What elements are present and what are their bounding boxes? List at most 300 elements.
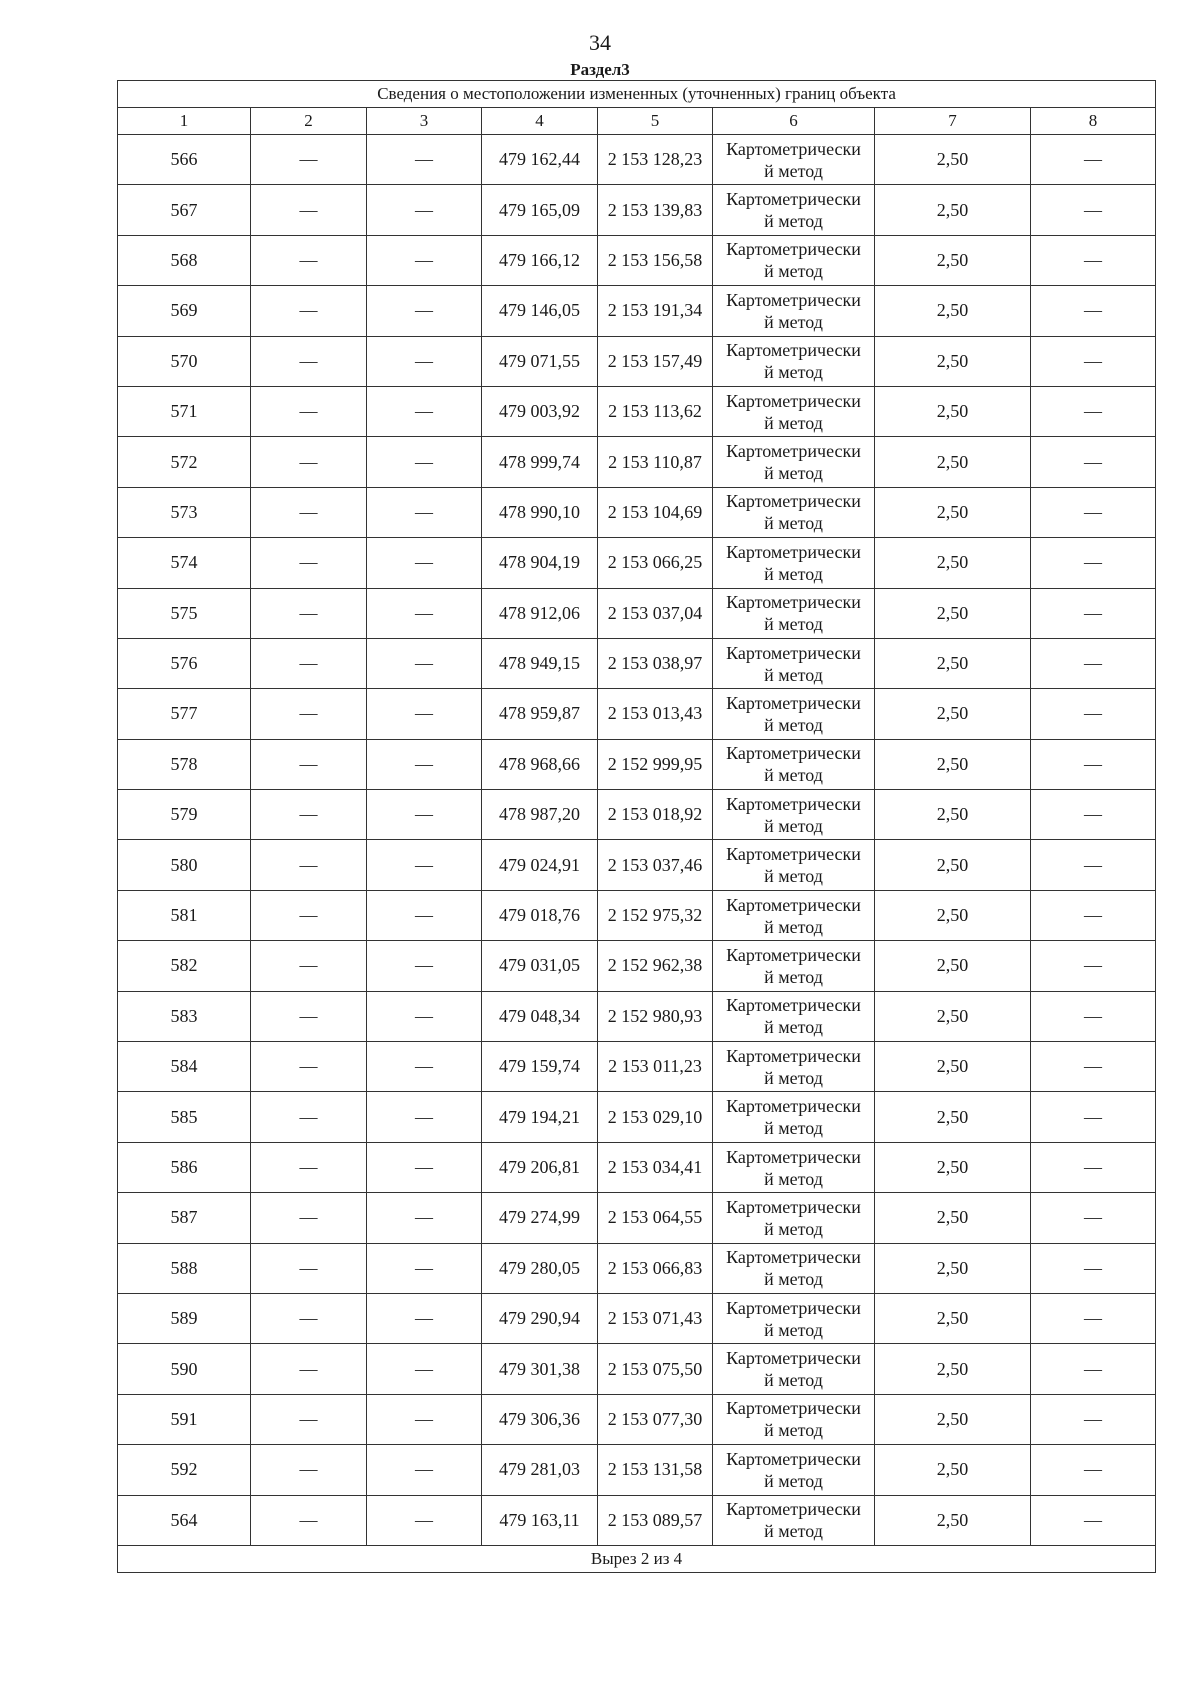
y-coordinate-cell: 2 152 980,93 xyxy=(598,991,713,1041)
dash-cell: — xyxy=(367,638,482,688)
method-cell xyxy=(713,941,875,991)
dash-cell: — xyxy=(367,538,482,588)
method-text-line-2: й метод xyxy=(764,1319,823,1340)
table-footer-note: Вырез 2 из 4 xyxy=(118,1545,1156,1572)
y-coordinate-cell: 2 153 077,30 xyxy=(598,1394,713,1444)
point-number-cell: 577 xyxy=(118,689,251,739)
accuracy-cell: 2,50 xyxy=(875,890,1031,940)
table-row xyxy=(118,890,1156,940)
accuracy-cell: 2,50 xyxy=(875,1243,1031,1293)
method-text-line-2: й метод xyxy=(764,1017,823,1038)
method-cell xyxy=(713,739,875,789)
method-text-line-2: й метод xyxy=(764,513,823,534)
accuracy-cell: 2,50 xyxy=(875,538,1031,588)
page-number: 34 xyxy=(589,30,611,55)
method-text-line-2: й метод xyxy=(764,1218,823,1239)
method-text-line-1: Картометрически xyxy=(726,1247,861,1268)
y-coordinate-cell: 2 153 110,87 xyxy=(598,437,713,487)
dash-cell: — xyxy=(251,840,367,890)
dash-cell: — xyxy=(367,135,482,185)
method-cell xyxy=(713,588,875,638)
x-coordinate-cell: 479 031,05 xyxy=(482,941,598,991)
method-text-line-1: Картометрически xyxy=(726,289,861,310)
table-row xyxy=(118,185,1156,235)
method-cell xyxy=(713,689,875,739)
y-coordinate-cell: 2 152 975,32 xyxy=(598,890,713,940)
point-number-cell: 564 xyxy=(118,1495,251,1545)
dash-cell: — xyxy=(251,135,367,185)
accuracy-cell: 2,50 xyxy=(875,286,1031,336)
method-cell xyxy=(713,1142,875,1192)
y-coordinate-cell: 2 153 139,83 xyxy=(598,185,713,235)
column-number: 1 xyxy=(118,108,251,135)
column-number-row xyxy=(118,108,1156,135)
method-text-line-1: Картометрически xyxy=(726,138,861,159)
point-number-cell: 568 xyxy=(118,235,251,285)
x-coordinate-cell: 478 987,20 xyxy=(482,790,598,840)
dash-cell: — xyxy=(367,1495,482,1545)
dash-cell: — xyxy=(251,1142,367,1192)
method-cell xyxy=(713,538,875,588)
dash-cell: — xyxy=(367,437,482,487)
accuracy-cell: 2,50 xyxy=(875,941,1031,991)
accuracy-cell: 2,50 xyxy=(875,638,1031,688)
method-cell xyxy=(713,386,875,436)
method-text-line-2: й метод xyxy=(764,614,823,635)
dash-cell: — xyxy=(251,588,367,638)
dash-cell: — xyxy=(251,1293,367,1343)
dash-cell: — xyxy=(1031,1495,1156,1545)
accuracy-cell: 2,50 xyxy=(875,437,1031,487)
method-cell xyxy=(713,286,875,336)
dash-cell: — xyxy=(1031,991,1156,1041)
accuracy-cell: 2,50 xyxy=(875,739,1031,789)
x-coordinate-cell: 479 146,05 xyxy=(482,286,598,336)
y-coordinate-cell: 2 153 037,46 xyxy=(598,840,713,890)
dash-cell: — xyxy=(1031,1243,1156,1293)
x-coordinate-cell: 479 159,74 xyxy=(482,1042,598,1092)
method-cell xyxy=(713,336,875,386)
dash-cell: — xyxy=(367,1142,482,1192)
point-number-cell: 584 xyxy=(118,1042,251,1092)
dash-cell: — xyxy=(1031,1193,1156,1243)
x-coordinate-cell: 479 194,21 xyxy=(482,1092,598,1142)
dash-cell: — xyxy=(251,386,367,436)
y-coordinate-cell: 2 153 029,10 xyxy=(598,1092,713,1142)
column-number: 6 xyxy=(713,108,875,135)
y-coordinate-cell: 2 153 104,69 xyxy=(598,487,713,537)
y-coordinate-cell: 2 152 999,95 xyxy=(598,739,713,789)
dash-cell: — xyxy=(251,1092,367,1142)
method-text-line-1: Картометрически xyxy=(726,944,861,965)
method-text-line-1: Картометрически xyxy=(726,692,861,713)
point-number-cell: 576 xyxy=(118,638,251,688)
y-coordinate-cell: 2 153 089,57 xyxy=(598,1495,713,1545)
dash-cell: — xyxy=(1031,1142,1156,1192)
method-text-line-1: Картометрически xyxy=(726,642,861,663)
dash-cell: — xyxy=(1031,538,1156,588)
method-text-line-1: Картометрически xyxy=(726,592,861,613)
x-coordinate-cell: 479 301,38 xyxy=(482,1344,598,1394)
point-number-cell: 583 xyxy=(118,991,251,1041)
dash-cell: — xyxy=(251,941,367,991)
method-text-line-1: Картометрически xyxy=(726,743,861,764)
x-coordinate-cell: 478 904,19 xyxy=(482,538,598,588)
method-text-line-2: й метод xyxy=(764,1067,823,1088)
method-text-line-1: Картометрически xyxy=(726,1196,861,1217)
dash-cell: — xyxy=(251,739,367,789)
point-number-cell: 580 xyxy=(118,840,251,890)
y-coordinate-cell: 2 153 037,04 xyxy=(598,588,713,638)
method-text-line-1: Картометрически xyxy=(726,189,861,210)
x-coordinate-cell: 479 280,05 xyxy=(482,1243,598,1293)
dash-cell: — xyxy=(367,689,482,739)
accuracy-cell: 2,50 xyxy=(875,1092,1031,1142)
accuracy-cell: 2,50 xyxy=(875,1193,1031,1243)
table-row xyxy=(118,1445,1156,1495)
dash-cell: — xyxy=(367,840,482,890)
x-coordinate-cell: 478 959,87 xyxy=(482,689,598,739)
x-coordinate-cell: 479 024,91 xyxy=(482,840,598,890)
dash-cell: — xyxy=(367,1293,482,1343)
y-coordinate-cell: 2 153 113,62 xyxy=(598,386,713,436)
method-cell xyxy=(713,1042,875,1092)
method-cell xyxy=(713,840,875,890)
dash-cell: — xyxy=(367,386,482,436)
dash-cell: — xyxy=(367,1092,482,1142)
method-text-line-2: й метод xyxy=(764,1521,823,1542)
table-caption: Сведения о местоположении измененных (уточненных) границ объекта xyxy=(118,81,1156,108)
column-number: 2 xyxy=(251,108,367,135)
table-row xyxy=(118,1193,1156,1243)
dash-cell: — xyxy=(1031,437,1156,487)
dash-cell: — xyxy=(251,235,367,285)
method-cell xyxy=(713,790,875,840)
dash-cell: — xyxy=(251,1394,367,1444)
table-row xyxy=(118,1142,1156,1192)
dash-cell: — xyxy=(1031,941,1156,991)
method-text-line-1: Картометрически xyxy=(726,541,861,562)
method-text-line-1: Картометрически xyxy=(726,1398,861,1419)
dash-cell: — xyxy=(251,638,367,688)
dash-cell: — xyxy=(251,1042,367,1092)
accuracy-cell: 2,50 xyxy=(875,235,1031,285)
dash-cell: — xyxy=(1031,790,1156,840)
dash-cell: — xyxy=(1031,185,1156,235)
method-text-line-1: Картометрически xyxy=(726,1146,861,1167)
method-cell xyxy=(713,1344,875,1394)
method-text-line-2: й метод xyxy=(764,1118,823,1139)
accuracy-cell: 2,50 xyxy=(875,689,1031,739)
dash-cell: — xyxy=(1031,1042,1156,1092)
y-coordinate-cell: 2 153 034,41 xyxy=(598,1142,713,1192)
method-cell xyxy=(713,185,875,235)
x-coordinate-cell: 479 048,34 xyxy=(482,991,598,1041)
dash-cell: — xyxy=(1031,739,1156,789)
x-coordinate-cell: 479 163,11 xyxy=(482,1495,598,1545)
table-row xyxy=(118,790,1156,840)
x-coordinate-cell: 478 949,15 xyxy=(482,638,598,688)
x-coordinate-cell: 479 281,03 xyxy=(482,1445,598,1495)
method-cell xyxy=(713,991,875,1041)
method-cell xyxy=(713,487,875,537)
y-coordinate-cell: 2 153 156,58 xyxy=(598,235,713,285)
dash-cell: — xyxy=(251,1193,367,1243)
dash-cell: — xyxy=(367,790,482,840)
dash-cell: — xyxy=(367,1445,482,1495)
y-coordinate-cell: 2 153 128,23 xyxy=(598,135,713,185)
point-number-cell: 578 xyxy=(118,739,251,789)
method-cell xyxy=(713,638,875,688)
dash-cell: — xyxy=(1031,1293,1156,1343)
dash-cell: — xyxy=(1031,135,1156,185)
method-text-line-2: й метод xyxy=(764,765,823,786)
table-row xyxy=(118,1092,1156,1142)
method-cell xyxy=(713,1495,875,1545)
method-text-line-2: й метод xyxy=(764,664,823,685)
dash-cell: — xyxy=(367,286,482,336)
dash-cell: — xyxy=(367,1394,482,1444)
y-coordinate-cell: 2 153 013,43 xyxy=(598,689,713,739)
accuracy-cell: 2,50 xyxy=(875,135,1031,185)
dash-cell: — xyxy=(1031,1445,1156,1495)
x-coordinate-cell: 478 990,10 xyxy=(482,487,598,537)
dash-cell: — xyxy=(1031,638,1156,688)
point-number-cell: 569 xyxy=(118,286,251,336)
dash-cell: — xyxy=(251,1344,367,1394)
y-coordinate-cell: 2 153 038,97 xyxy=(598,638,713,688)
dash-cell: — xyxy=(251,437,367,487)
y-coordinate-cell: 2 153 071,43 xyxy=(598,1293,713,1343)
section-title: Раздел3 xyxy=(570,60,630,79)
column-number: 3 xyxy=(367,108,482,135)
dash-cell: — xyxy=(251,487,367,537)
method-cell xyxy=(713,135,875,185)
point-number-cell: 582 xyxy=(118,941,251,991)
y-coordinate-cell: 2 153 011,23 xyxy=(598,1042,713,1092)
dash-cell: — xyxy=(251,1445,367,1495)
x-coordinate-cell: 479 274,99 xyxy=(482,1193,598,1243)
dash-cell: — xyxy=(367,1193,482,1243)
dash-cell: — xyxy=(251,538,367,588)
dash-cell: — xyxy=(1031,235,1156,285)
accuracy-cell: 2,50 xyxy=(875,1344,1031,1394)
table-row xyxy=(118,1243,1156,1293)
method-text-line-2: й метод xyxy=(764,1370,823,1391)
method-text-line-2: й метод xyxy=(764,261,823,282)
method-text-line-1: Картометрически xyxy=(726,1348,861,1369)
table-row xyxy=(118,538,1156,588)
method-text-line-1: Картометрически xyxy=(726,491,861,512)
point-number-cell: 588 xyxy=(118,1243,251,1293)
accuracy-cell: 2,50 xyxy=(875,1142,1031,1192)
point-number-cell: 590 xyxy=(118,1344,251,1394)
x-coordinate-cell: 479 003,92 xyxy=(482,386,598,436)
point-number-cell: 575 xyxy=(118,588,251,638)
dash-cell: — xyxy=(1031,386,1156,436)
point-number-cell: 581 xyxy=(118,890,251,940)
dash-cell: — xyxy=(1031,840,1156,890)
point-number-cell: 574 xyxy=(118,538,251,588)
y-coordinate-cell: 2 153 064,55 xyxy=(598,1193,713,1243)
method-text-line-2: й метод xyxy=(764,1168,823,1189)
dash-cell: — xyxy=(1031,588,1156,638)
point-number-cell: 579 xyxy=(118,790,251,840)
y-coordinate-cell: 2 153 075,50 xyxy=(598,1344,713,1394)
dash-cell: — xyxy=(1031,1092,1156,1142)
table-row xyxy=(118,1344,1156,1394)
dash-cell: — xyxy=(1031,689,1156,739)
dash-cell: — xyxy=(367,1243,482,1293)
method-text-line-2: й метод xyxy=(764,463,823,484)
y-coordinate-cell: 2 153 191,34 xyxy=(598,286,713,336)
x-coordinate-cell: 479 306,36 xyxy=(482,1394,598,1444)
dash-cell: — xyxy=(367,235,482,285)
method-text-line-2: й метод xyxy=(764,1470,823,1491)
y-coordinate-cell: 2 153 066,25 xyxy=(598,538,713,588)
dash-cell: — xyxy=(1031,487,1156,537)
dash-cell: — xyxy=(251,991,367,1041)
point-number-cell: 586 xyxy=(118,1142,251,1192)
dash-cell: — xyxy=(251,890,367,940)
method-text-line-2: й метод xyxy=(764,1269,823,1290)
method-text-line-2: й метод xyxy=(764,714,823,735)
column-number: 8 xyxy=(1031,108,1156,135)
accuracy-cell: 2,50 xyxy=(875,487,1031,537)
dash-cell: — xyxy=(1031,890,1156,940)
y-coordinate-cell: 2 153 157,49 xyxy=(598,336,713,386)
dash-cell: — xyxy=(367,941,482,991)
x-coordinate-cell: 478 912,06 xyxy=(482,588,598,638)
method-text-line-1: Картометрически xyxy=(726,340,861,361)
accuracy-cell: 2,50 xyxy=(875,790,1031,840)
dash-cell: — xyxy=(367,487,482,537)
table-row xyxy=(118,135,1156,185)
dash-cell: — xyxy=(367,991,482,1041)
column-number: 5 xyxy=(598,108,713,135)
dash-cell: — xyxy=(251,286,367,336)
method-text-line-1: Картометрически xyxy=(726,390,861,411)
x-coordinate-cell: 479 162,44 xyxy=(482,135,598,185)
y-coordinate-cell: 2 152 962,38 xyxy=(598,941,713,991)
table-row xyxy=(118,437,1156,487)
dash-cell: — xyxy=(251,185,367,235)
method-cell xyxy=(713,890,875,940)
table-row xyxy=(118,235,1156,285)
table-row xyxy=(118,386,1156,436)
y-coordinate-cell: 2 153 018,92 xyxy=(598,790,713,840)
dash-cell: — xyxy=(1031,286,1156,336)
method-cell xyxy=(713,235,875,285)
accuracy-cell: 2,50 xyxy=(875,588,1031,638)
method-text-line-2: й метод xyxy=(764,311,823,332)
method-cell xyxy=(713,1445,875,1495)
accuracy-cell: 2,50 xyxy=(875,991,1031,1041)
method-text-line-1: Картометрически xyxy=(726,1448,861,1469)
method-cell xyxy=(713,437,875,487)
point-number-cell: 566 xyxy=(118,135,251,185)
dash-cell: — xyxy=(367,185,482,235)
dash-cell: — xyxy=(1031,1394,1156,1444)
table-body xyxy=(118,135,1156,1546)
point-number-cell: 572 xyxy=(118,437,251,487)
method-cell xyxy=(713,1243,875,1293)
x-coordinate-cell: 478 999,74 xyxy=(482,437,598,487)
accuracy-cell: 2,50 xyxy=(875,1445,1031,1495)
method-text-line-1: Картометрически xyxy=(726,441,861,462)
x-coordinate-cell: 479 165,09 xyxy=(482,185,598,235)
point-number-cell: 587 xyxy=(118,1193,251,1243)
table-row xyxy=(118,336,1156,386)
table-row xyxy=(118,1293,1156,1343)
table-row xyxy=(118,286,1156,336)
dash-cell: — xyxy=(367,336,482,386)
method-text-line-2: й метод xyxy=(764,916,823,937)
table-row xyxy=(118,991,1156,1041)
method-cell xyxy=(713,1193,875,1243)
method-text-line-2: й метод xyxy=(764,412,823,433)
dash-cell: — xyxy=(367,1344,482,1394)
method-text-line-1: Картометрически xyxy=(726,1297,861,1318)
dash-cell: — xyxy=(1031,1344,1156,1394)
method-text-line-2: й метод xyxy=(764,866,823,887)
dash-cell: — xyxy=(251,790,367,840)
x-coordinate-cell: 479 206,81 xyxy=(482,1142,598,1192)
table-row xyxy=(118,1394,1156,1444)
table-row xyxy=(118,1495,1156,1545)
dash-cell: — xyxy=(251,689,367,739)
dash-cell: — xyxy=(367,890,482,940)
dash-cell: — xyxy=(251,1495,367,1545)
point-number-cell: 573 xyxy=(118,487,251,537)
method-text-line-1: Картометрически xyxy=(726,1045,861,1066)
method-text-line-2: й метод xyxy=(764,1420,823,1441)
accuracy-cell: 2,50 xyxy=(875,336,1031,386)
dash-cell: — xyxy=(251,336,367,386)
table-row xyxy=(118,588,1156,638)
method-text-line-2: й метод xyxy=(764,362,823,383)
y-coordinate-cell: 2 153 131,58 xyxy=(598,1445,713,1495)
method-text-line-2: й метод xyxy=(764,563,823,584)
point-number-cell: 570 xyxy=(118,336,251,386)
accuracy-cell: 2,50 xyxy=(875,185,1031,235)
table-row xyxy=(118,941,1156,991)
accuracy-cell: 2,50 xyxy=(875,1495,1031,1545)
column-number: 7 xyxy=(875,108,1031,135)
method-text-line-1: Картометрически xyxy=(726,239,861,260)
method-text-line-2: й метод xyxy=(764,160,823,181)
point-number-cell: 589 xyxy=(118,1293,251,1343)
method-cell xyxy=(713,1394,875,1444)
method-text-line-2: й метод xyxy=(764,966,823,987)
table-row xyxy=(118,1042,1156,1092)
x-coordinate-cell: 479 071,55 xyxy=(482,336,598,386)
table-row xyxy=(118,638,1156,688)
dash-cell: — xyxy=(367,588,482,638)
point-number-cell: 585 xyxy=(118,1092,251,1142)
accuracy-cell: 2,50 xyxy=(875,1293,1031,1343)
x-coordinate-cell: 479 166,12 xyxy=(482,235,598,285)
y-coordinate-cell: 2 153 066,83 xyxy=(598,1243,713,1293)
point-number-cell: 592 xyxy=(118,1445,251,1495)
method-text-line-2: й метод xyxy=(764,211,823,232)
method-text-line-1: Картометрически xyxy=(726,995,861,1016)
method-cell xyxy=(713,1092,875,1142)
method-text-line-1: Картометрически xyxy=(726,844,861,865)
method-text-line-1: Картометрически xyxy=(726,793,861,814)
dash-cell: — xyxy=(367,739,482,789)
table-row xyxy=(118,840,1156,890)
